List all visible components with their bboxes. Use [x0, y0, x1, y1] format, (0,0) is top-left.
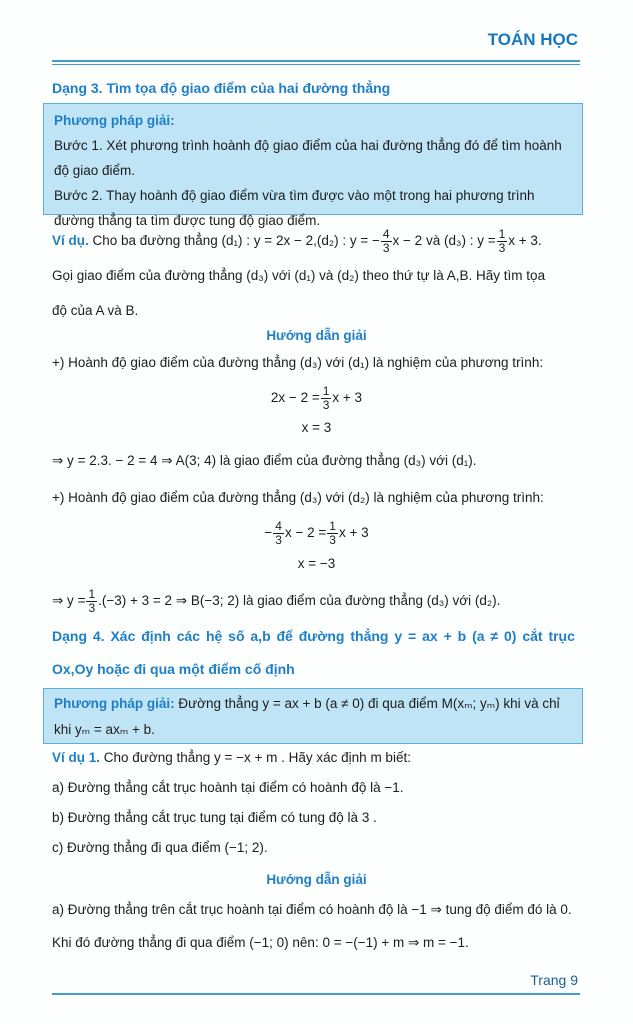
equation-1	[0, 385, 633, 412]
result-1: ⇒ y = 2.3. − 2 = 4 ⇒ A(3; 4) là giao điểm của đường thẳng (d₃) với (d₁).	[52, 453, 477, 468]
example-line-2: Gọi giao điểm của đường thẳng (d₃) với (d₁) và (d₂) theo thứ tự là A,B. Hãy tìm tọa	[52, 268, 546, 283]
eq-text: −	[264, 525, 273, 541]
fraction	[86, 588, 97, 615]
method-box-3	[43, 103, 583, 228]
dang4-heading: Dạng 4. Xác định các hệ số a,b để đường thẳng y = ax + b (a ≠ 0) cắt trục	[52, 628, 575, 644]
example-text: Cho đường thẳng y = −x + m . Hãy xác định m biết:	[103, 750, 411, 765]
header-rule-thin	[52, 64, 580, 65]
dang4-heading-2: Ox,Oy hoặc đi qua một điểm cố định	[52, 661, 295, 677]
eq-text: .(−3) + 3 = 2 ⇒ B(−3; 2) là giao điểm của đường thẳng (d₃) với (d₂).	[98, 593, 501, 609]
solution-title: Hướng dẫn giải	[266, 328, 367, 343]
example-label: Ví dụ.	[52, 233, 89, 249]
method-text: Đường thẳng y = ax + b (a ≠ 0) đi qua điểm M(xₘ; yₘ) khi và chỉ khi yₘ = axₘ + b.	[54, 696, 560, 737]
example-label: Ví dụ 1.	[52, 750, 101, 765]
method-box-4	[43, 688, 583, 744]
denominator: 3	[329, 533, 336, 547]
denominator: 3	[498, 241, 506, 255]
solution1-title: Hướng dẫn giải	[266, 872, 367, 887]
denominator: 3	[322, 398, 330, 412]
example1-c: c) Đường thẳng đi qua điểm (−1; 2).	[52, 840, 268, 855]
fraction	[497, 228, 508, 255]
example-text: x − 2 và (d₃) : y =	[392, 233, 496, 249]
eq-text: ⇒ y =	[52, 593, 86, 609]
fraction	[321, 385, 332, 412]
denominator: 3	[88, 601, 96, 615]
equation-2	[0, 520, 633, 547]
eq-text: x − 2 =	[284, 525, 327, 541]
method-title: Phương pháp giải:	[54, 696, 175, 711]
solution-p1: +) Hoành độ giao điểm của đường thẳng (d₃) với (d₁) là nghiệm của phương trình:	[52, 355, 544, 370]
example-line-1	[52, 228, 542, 255]
footer-rule	[52, 993, 580, 995]
page-number: Trang 9	[530, 972, 578, 988]
subject-header: TOÁN HỌC	[487, 30, 578, 49]
eq-text: x + 3	[332, 390, 363, 406]
example1-a: a) Đường thẳng cắt trục hoành tại điểm có hoành độ là −1.	[52, 780, 404, 795]
eq-text: 2x − 2 =	[270, 390, 320, 406]
example1-line	[52, 750, 411, 765]
equation-1-result: x = 3	[301, 420, 332, 435]
numerator: 1	[329, 519, 336, 533]
solution-p2: +) Hoành độ giao điểm của đường thẳng (d₃) với (d₂) là nghiệm của phương trình:	[52, 490, 544, 505]
denominator: 3	[275, 533, 282, 547]
fraction	[327, 520, 338, 547]
example-text: Cho ba đường thẳng (d₁) : y = 2x − 2,(d₂) : y = −	[92, 233, 380, 249]
result-2	[52, 588, 500, 615]
header-rule	[52, 60, 580, 62]
numerator: 1	[88, 587, 96, 601]
example1-b: b) Đường thẳng cắt trục tung tại điểm có tung độ là 3 .	[52, 810, 377, 825]
equation-2-result: x = −3	[297, 556, 336, 571]
numerator: 1	[498, 227, 506, 241]
dang3-heading: Dạng 3. Tìm tọa độ giao điểm của hai đường thẳng	[52, 80, 391, 96]
fraction	[381, 228, 392, 255]
method-step-1: Bước 1. Xét phương trình hoành độ giao điểm của hai đường thẳng đó để tìm hoành độ giao điểm.	[54, 138, 562, 178]
method-step-2: Bước 2. Thay hoành độ giao điểm vừa tìm được vào một trong hai phương trình đường thẳng ta tìm được tung độ giao điểm.	[54, 188, 535, 228]
example-line-3: độ của A và B.	[52, 303, 139, 318]
numerator: 1	[322, 384, 330, 398]
fraction	[273, 520, 284, 547]
solution1-a2: Khi đó đường thẳng đi qua điểm (−1; 0) nên: 0 = −(−1) + m ⇒ m = −1.	[52, 935, 469, 950]
eq-text: x + 3	[338, 525, 369, 541]
solution1-a: a) Đường thẳng trên cắt trục hoành tại điểm có hoành độ là −1 ⇒ tung độ điểm đó là 0.	[52, 902, 572, 917]
numerator: 4	[275, 519, 282, 533]
example-text: x + 3.	[508, 233, 542, 249]
numerator: 4	[382, 227, 390, 241]
denominator: 3	[382, 241, 390, 255]
method-title: Phương pháp giải:	[54, 113, 175, 128]
